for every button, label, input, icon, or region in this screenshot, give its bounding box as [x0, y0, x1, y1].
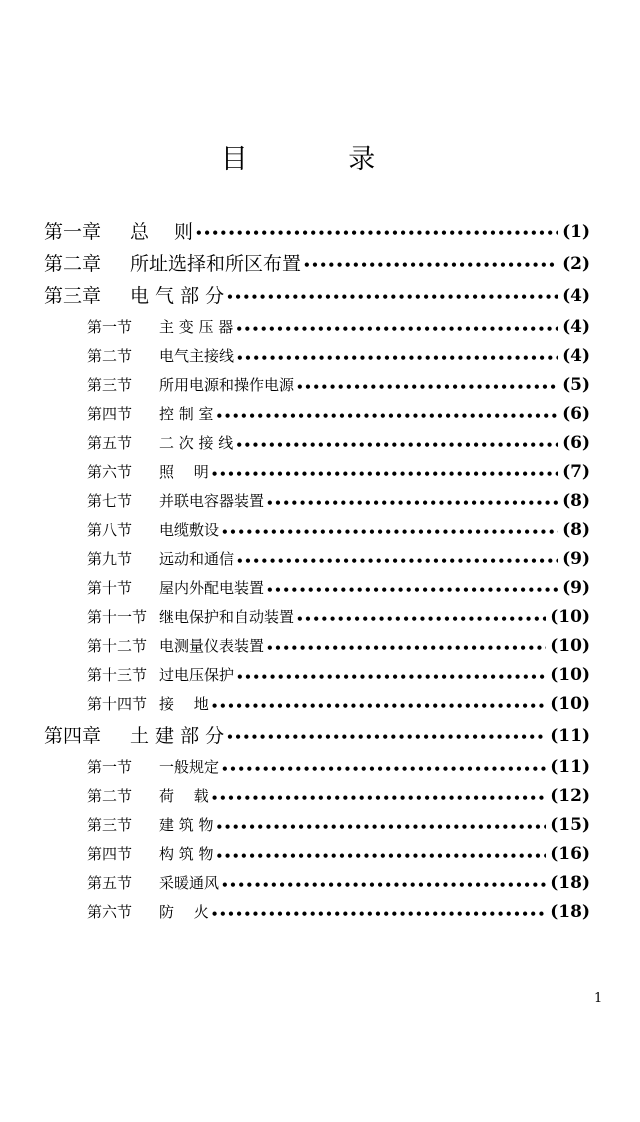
- entry-page-number: (10): [550, 636, 590, 656]
- entry-number: 第三节: [87, 816, 133, 834]
- toc-section-entry: [87, 572, 590, 601]
- entry-title: 远动和通信: [159, 550, 235, 568]
- toc-section-entry: [87, 780, 590, 809]
- dot-leader: [236, 671, 546, 683]
- entry-title: 土 建 部 分: [130, 725, 225, 747]
- entry-number: 第二节: [87, 787, 133, 805]
- dot-leader: [211, 792, 546, 804]
- entry-title: 荷 载: [159, 787, 209, 805]
- dot-leader: [303, 259, 558, 271]
- toc-section-entry: [87, 543, 590, 572]
- dot-leader: [266, 642, 546, 654]
- entry-number: 第十四节: [87, 695, 148, 713]
- dot-leader: [235, 323, 558, 335]
- entry-number: 第四节: [87, 845, 133, 863]
- entry-number: 第五节: [87, 434, 133, 452]
- entry-title: 过电压保护: [159, 666, 235, 684]
- entry-number: 第四节: [87, 405, 133, 423]
- entry-title: 构 筑 物: [159, 845, 214, 863]
- dot-leader: [236, 352, 558, 364]
- entry-page-number: (16): [550, 844, 590, 864]
- entry-title: 建 筑 物: [159, 816, 214, 834]
- entry-number: 第十三节: [87, 666, 148, 684]
- toc-chapter-entry: [44, 245, 590, 279]
- entry-title: 总 则: [130, 221, 194, 243]
- entry-page-number: (11): [550, 757, 590, 777]
- dot-leader: [266, 497, 558, 509]
- entry-title: 屋内外配电装置: [159, 579, 265, 597]
- entry-number: 第九节: [87, 550, 133, 568]
- toc-title: 目 录: [220, 144, 422, 175]
- entry-title: 所址选择和所区布置: [130, 253, 302, 275]
- entry-number: 第十二节: [87, 637, 148, 655]
- entry-page-number: (11): [550, 726, 590, 746]
- dot-leader: [211, 908, 546, 920]
- entry-title: 电缆敷设: [159, 521, 220, 539]
- toc-section-entry: [87, 514, 590, 543]
- entry-number: 第十节: [87, 579, 133, 597]
- entry-number: 第一节: [87, 318, 133, 336]
- entry-page-number: (8): [562, 520, 590, 540]
- toc-section-entry: [87, 751, 590, 780]
- entry-number: 第四章: [44, 725, 102, 747]
- entry-title: 防 火: [159, 903, 209, 921]
- entry-page-number: (6): [562, 433, 590, 453]
- entry-page-number: (1): [562, 222, 590, 242]
- dot-leader: [236, 555, 558, 567]
- dot-leader: [216, 410, 559, 422]
- toc-chapter-entry: [44, 717, 590, 751]
- entry-title: 继电保护和自动装置: [159, 608, 295, 626]
- toc-chapter-entry: [44, 277, 590, 311]
- entry-page-number: (7): [562, 462, 590, 482]
- toc-section-entry: [87, 809, 590, 838]
- toc-section-entry: [87, 311, 590, 340]
- toc-section-entry: [87, 485, 590, 514]
- entry-page-number: (12): [550, 786, 590, 806]
- toc-section-entry: [87, 867, 590, 896]
- entry-number: 第二节: [87, 347, 133, 365]
- entry-page-number: (15): [550, 815, 590, 835]
- entry-number: 第三节: [87, 376, 133, 394]
- entry-page-number: (18): [550, 873, 590, 893]
- dot-leader: [221, 763, 546, 775]
- dot-leader: [226, 291, 558, 303]
- dot-leader: [221, 879, 546, 891]
- toc-section-entry: [87, 340, 590, 369]
- dot-leader: [296, 613, 546, 625]
- entry-page-number: (5): [562, 375, 590, 395]
- dot-leader: [296, 381, 558, 393]
- entry-page-number: (8): [562, 491, 590, 511]
- toc-section-entry: [87, 838, 590, 867]
- dot-leader: [195, 227, 558, 239]
- entry-page-number: (10): [550, 665, 590, 685]
- entry-number: 第三章: [44, 285, 102, 307]
- entry-page-number: (9): [562, 578, 590, 598]
- entry-page-number: (10): [550, 607, 590, 627]
- entry-number: 第六节: [87, 463, 133, 481]
- entry-page-number: (9): [562, 549, 590, 569]
- toc-section-entry: [87, 630, 590, 659]
- entry-page-number: (4): [562, 346, 590, 366]
- entry-title: 主 变 压 器: [159, 318, 234, 336]
- entry-number: 第五节: [87, 874, 133, 892]
- toc-section-entry: [87, 601, 590, 630]
- entry-title: 照 明: [159, 463, 209, 481]
- entry-number: 第二章: [44, 253, 102, 275]
- toc-section-entry: [87, 688, 590, 717]
- entry-title: 并联电容器装置: [159, 492, 265, 510]
- dot-leader: [211, 468, 558, 480]
- entry-title: 二 次 接 线: [159, 434, 234, 452]
- dot-leader: [226, 731, 546, 743]
- toc-section-entry: [87, 369, 590, 398]
- entry-title: 所用电源和操作电源: [159, 376, 295, 394]
- toc-section-entry: [87, 427, 590, 456]
- dot-leader: [216, 821, 547, 833]
- dot-leader: [221, 526, 558, 538]
- entry-number: 第八节: [87, 521, 133, 539]
- dot-leader: [216, 850, 547, 862]
- dot-leader: [211, 700, 546, 712]
- page-number: 1: [594, 991, 603, 1006]
- entry-page-number: (6): [562, 404, 590, 424]
- toc-section-entry: [87, 896, 590, 925]
- entry-number: 第十一节: [87, 608, 148, 626]
- entry-page-number: (18): [550, 902, 590, 922]
- toc-section-entry: [87, 398, 590, 427]
- entry-number: 第一节: [87, 758, 133, 776]
- dot-leader: [235, 439, 558, 451]
- entry-title: 电气主接线: [159, 347, 235, 365]
- toc-section-entry: [87, 456, 590, 485]
- entry-page-number: (10): [550, 694, 590, 714]
- entry-page-number: (4): [562, 317, 590, 337]
- entry-title: 电 气 部 分: [130, 285, 225, 307]
- entry-number: 第一章: [44, 221, 102, 243]
- entry-number: 第七节: [87, 492, 133, 510]
- entry-page-number: (2): [562, 254, 590, 274]
- dot-leader: [266, 584, 558, 596]
- entry-title: 控 制 室: [159, 405, 214, 423]
- toc-chapter-entry: [44, 213, 590, 247]
- entry-number: 第六节: [87, 903, 133, 921]
- entry-title: 接 地: [159, 695, 209, 713]
- toc-section-entry: [87, 659, 590, 688]
- entry-title: 一般规定: [159, 758, 220, 776]
- entry-title: 采暖通风: [159, 874, 220, 892]
- entry-title: 电测量仪表装置: [159, 637, 265, 655]
- entry-page-number: (4): [562, 286, 590, 306]
